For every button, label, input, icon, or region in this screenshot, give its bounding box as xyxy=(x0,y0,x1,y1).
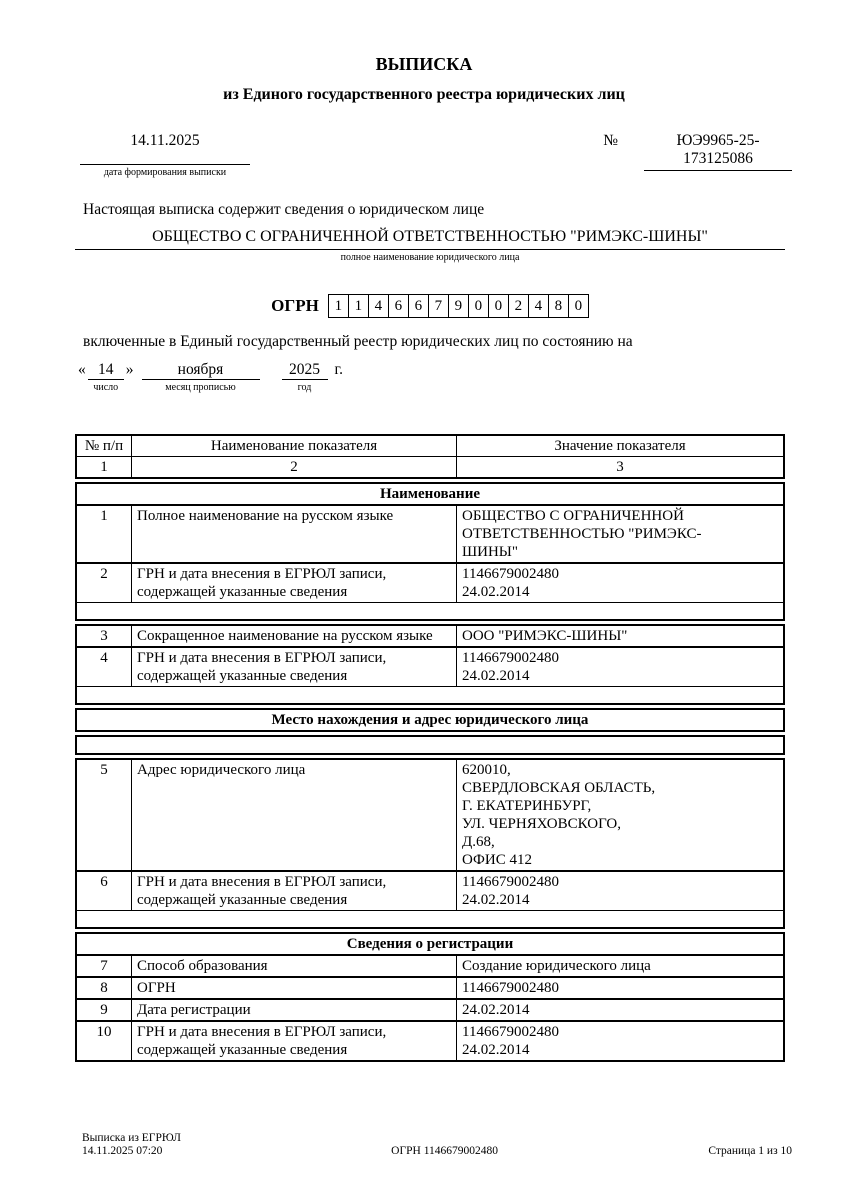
table-group xyxy=(75,434,785,479)
ogrn-digit: 1 xyxy=(348,295,368,317)
column-header: Наименование показателя xyxy=(131,436,456,456)
ogrn-digit: 1 xyxy=(334,297,343,314)
value-line: 1146679002480 xyxy=(462,980,559,996)
table-row xyxy=(77,998,783,1020)
year-caption: год xyxy=(297,382,312,393)
ogrn-digit: 8 xyxy=(548,295,568,317)
value-line: Г. ЕКАТЕРИНБУРГ, xyxy=(462,798,592,814)
cell-number: 8 xyxy=(100,980,108,996)
cell-number: 3 xyxy=(100,628,108,644)
ogrn-label: ОГРН xyxy=(271,296,319,315)
as-of-day: 14 xyxy=(88,361,124,380)
value-line: 24.02.2014 xyxy=(462,668,530,684)
ogrn-digit: 7 xyxy=(428,295,448,317)
cell-name: ГРН и дата внесения в ЕГРЮЛ записи, содержащей указанные сведения xyxy=(131,872,456,910)
ogrn-digit: 0 xyxy=(468,295,488,317)
ogrn-digit: 2 xyxy=(508,295,528,317)
column-header: Значение показателя xyxy=(456,436,783,456)
footer-datetime: 14.11.2025 07:20 xyxy=(82,1145,163,1157)
ogrn-row xyxy=(6,294,848,318)
reg-table xyxy=(75,434,785,1062)
cell-name: ОГРН xyxy=(131,978,456,998)
as-of-date-row xyxy=(78,361,785,394)
day-caption: число xyxy=(93,382,119,393)
column-number: 1 xyxy=(100,459,108,475)
table-header-row xyxy=(77,436,783,456)
table-section-header: Сведения о регистрации xyxy=(346,936,514,952)
as-of-month: ноября xyxy=(142,361,260,380)
cell-value xyxy=(456,1022,783,1060)
extract-number-block xyxy=(603,132,792,171)
cell-number: 2 xyxy=(100,566,108,582)
column-header: № п/п xyxy=(84,438,124,454)
cell-number: 1 xyxy=(100,508,108,524)
table-row xyxy=(77,646,783,686)
ogrn-digit: 4 xyxy=(528,295,548,317)
as-of-day-group xyxy=(88,361,124,394)
table-section-header: Место нахождения и адрес юридического лица xyxy=(271,712,589,728)
table-spacer-row xyxy=(77,602,783,619)
table-spacer-row xyxy=(77,686,783,703)
cell-name: ГРН и дата внесения в ЕГРЮЛ записи, содержащей указанные сведения xyxy=(131,1022,456,1060)
ogrn-digit: 6 xyxy=(408,295,428,317)
table-row xyxy=(77,504,783,562)
value-line: 1146679002480 xyxy=(462,874,559,890)
open-quote: « xyxy=(78,361,86,378)
table-row xyxy=(77,562,783,602)
cell-number: 10 xyxy=(96,1024,112,1040)
cell-value xyxy=(456,956,783,976)
footer-left xyxy=(82,1132,181,1158)
value-line: 1146679002480 xyxy=(462,1024,559,1040)
column-number: 3 xyxy=(456,457,783,477)
table-row xyxy=(77,954,783,976)
ogrn-digit: 4 xyxy=(368,295,388,317)
cell-value xyxy=(456,978,783,998)
column-number: 2 xyxy=(131,457,456,477)
company-name-caption: полное наименование юридического лица xyxy=(340,252,520,263)
extract-number xyxy=(644,132,792,171)
cell-value xyxy=(456,760,783,870)
ogrn-digit: 0 xyxy=(568,295,588,317)
table-section-header: Наименование xyxy=(380,486,480,502)
ogrn-digit: 9 xyxy=(448,295,468,317)
company-name: ОБЩЕСТВО С ОГРАНИЧЕННОЙ ОТВЕТСТВЕННОСТЬЮ "РИМЭКС-ШИНЫ" xyxy=(75,227,785,250)
ogrn-digit: 0 xyxy=(488,295,508,317)
cell-value xyxy=(456,626,783,646)
table-row xyxy=(77,760,783,870)
formation-date-caption: дата формирования выписки xyxy=(103,167,227,178)
table-group xyxy=(75,482,785,621)
value-line: ШИНЫ" xyxy=(462,544,519,560)
page-footer xyxy=(82,1132,792,1158)
formation-date-block xyxy=(80,132,250,179)
cell-value xyxy=(456,1000,783,1020)
included-line: включенные в Единый государственный реестр юридических лиц по состоянию на xyxy=(83,333,633,350)
formation-date: 14.11.2025 xyxy=(80,132,250,165)
cell-number: 6 xyxy=(100,874,108,890)
table-row xyxy=(77,1020,783,1060)
as-of-year: 2025 xyxy=(282,361,328,380)
table-row xyxy=(77,976,783,998)
value-line: 24.02.2014 xyxy=(462,1002,530,1018)
ogrn-digit-boxes xyxy=(328,294,589,318)
meta-row xyxy=(80,132,792,179)
footer-page-number: Страница 1 из 10 xyxy=(708,1145,792,1157)
cell-name: Дата регистрации xyxy=(131,1000,456,1020)
value-line: СВЕРДЛОВСКАЯ ОБЛАСТЬ, xyxy=(462,780,656,796)
value-line: 24.02.2014 xyxy=(462,892,530,908)
as-of-month-group xyxy=(142,361,260,394)
cell-name: Адрес юридического лица xyxy=(131,760,456,870)
ogrn-digit: 6 xyxy=(388,295,408,317)
cell-name: ГРН и дата внесения в ЕГРЮЛ записи, содержащей указанные сведения xyxy=(131,564,456,602)
footer-doc-type: Выписка из ЕГРЮЛ xyxy=(82,1132,181,1144)
company-name-block xyxy=(75,227,785,264)
footer-ogrn: ОГРН 1146679002480 xyxy=(391,1145,499,1157)
cell-name: ГРН и дата внесения в ЕГРЮЛ записи, содержащей указанные сведения xyxy=(131,648,456,686)
value-line: 620010, xyxy=(462,762,511,778)
cell-number: 7 xyxy=(100,958,108,974)
document-subtitle: из Единого государственного реестра юридических лиц xyxy=(223,86,625,103)
close-quote: » xyxy=(125,361,134,378)
cell-value xyxy=(456,506,783,562)
cell-name: Сокращенное наименование на русском языке xyxy=(131,626,456,646)
value-line: 24.02.2014 xyxy=(462,584,530,600)
cell-name: Полное наименование на русском языке xyxy=(131,506,456,562)
value-line: 1146679002480 xyxy=(462,650,559,666)
value-line: 1146679002480 xyxy=(462,566,559,582)
table-group xyxy=(75,758,785,929)
cell-value xyxy=(456,872,783,910)
table-spacer-row xyxy=(77,910,783,927)
cell-number: 9 xyxy=(100,1002,108,1018)
value-line: ОБЩЕСТВО С ОГРАНИЧЕННОЙ xyxy=(462,508,684,524)
document-title: ВЫПИСКА xyxy=(375,54,473,74)
table-row xyxy=(77,626,783,646)
cell-number: 5 xyxy=(100,762,108,778)
extract-number-line1: ЮЭ9965-25- xyxy=(676,132,760,149)
table-group xyxy=(75,932,785,1062)
value-line: УЛ. ЧЕРНЯХОВСКОГО, xyxy=(462,816,621,832)
value-line: ОФИС 412 xyxy=(462,852,532,868)
number-sign: № xyxy=(603,132,618,149)
table-group xyxy=(75,708,785,732)
table-group xyxy=(75,624,785,705)
cell-value xyxy=(456,564,783,602)
table-row xyxy=(77,870,783,910)
value-line: Д.68, xyxy=(462,834,495,850)
value-line: ОТВЕТСТВЕННОСТЬЮ "РИМЭКС- xyxy=(462,526,702,542)
year-suffix: г. xyxy=(334,361,343,378)
cell-value xyxy=(456,648,783,686)
cell-name: Способ образования xyxy=(131,956,456,976)
column-numbers-row xyxy=(77,456,783,477)
month-caption: месяц прописью xyxy=(165,382,236,393)
lead-text: Настоящая выписка содержит сведения о юридическом лице xyxy=(83,201,485,218)
table-spacer-row xyxy=(77,737,783,753)
value-line: ООО "РИМЭКС-ШИНЫ" xyxy=(462,628,628,644)
extract-number-line2: 173125086 xyxy=(683,150,753,167)
value-line: 24.02.2014 xyxy=(462,1042,530,1058)
as-of-year-group xyxy=(282,361,328,394)
cell-number: 4 xyxy=(100,650,108,666)
value-line: Создание юридического лица xyxy=(462,958,651,974)
table-group xyxy=(75,735,785,755)
